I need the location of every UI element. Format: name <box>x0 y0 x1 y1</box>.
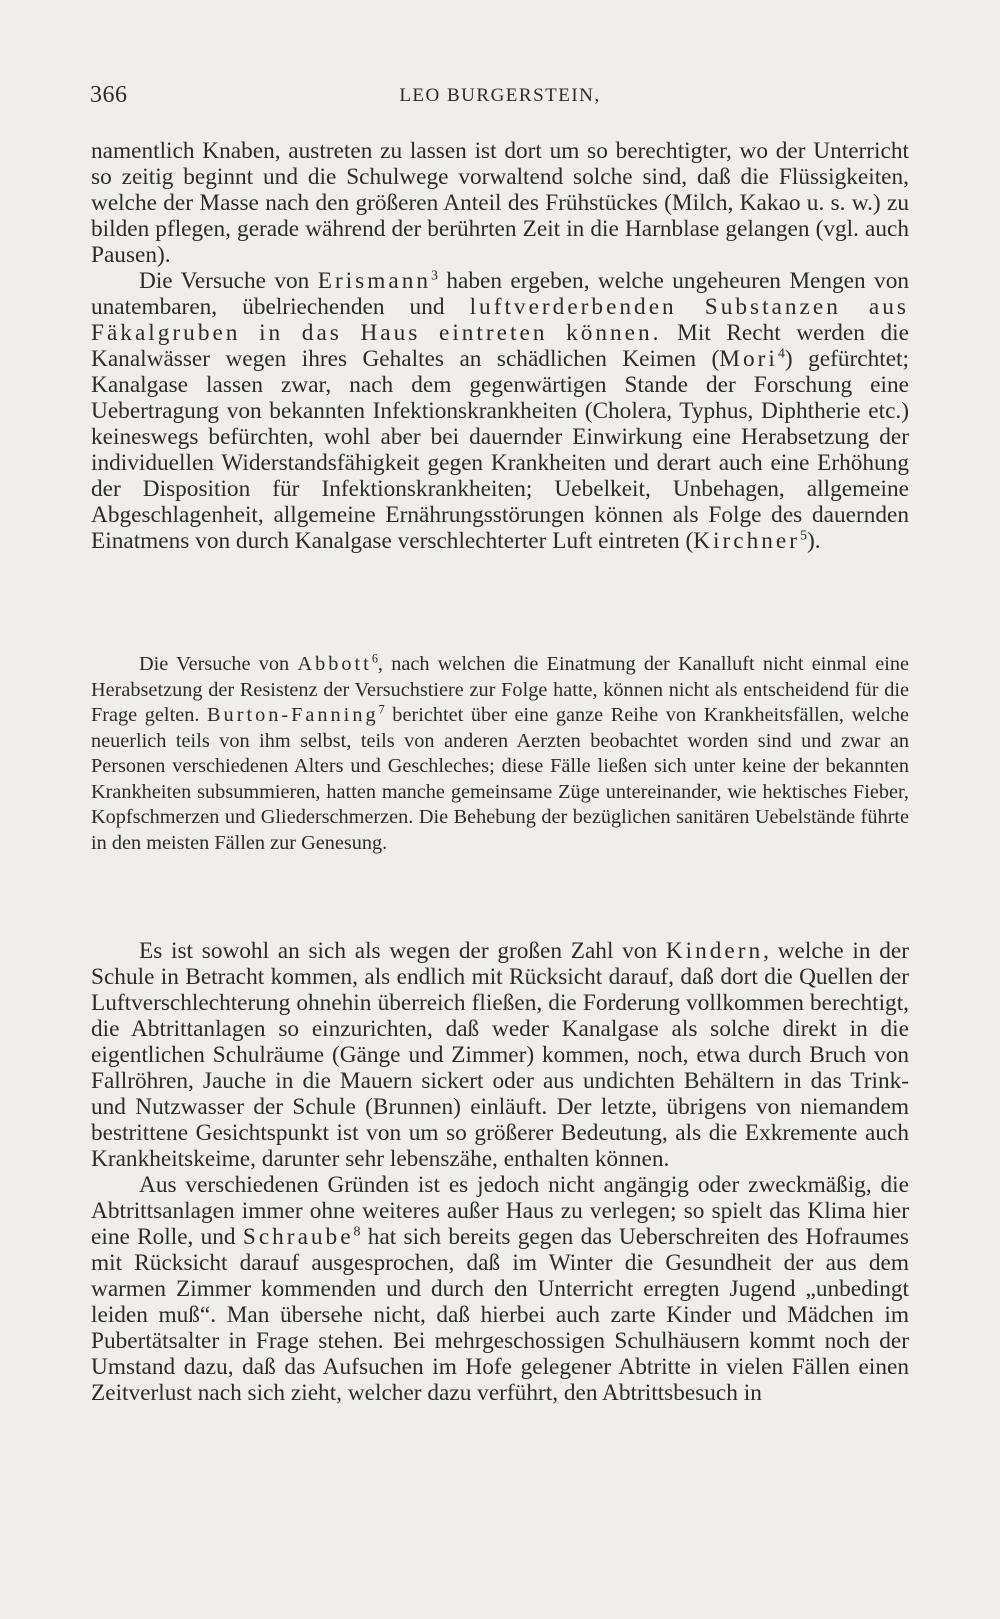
text-run: , welche in der Schule in Betracht kommen, als endlich mit Rücksicht darauf, daß dort die Quellen der Luftverschlechterung ohnehin überreich fließen, die Forderung vollkommen berechtigt, die Abtrittanlagen so einzurichten, daß weder Kanalgase als solche direkt in die eigentlichen Schulräume (Gänge und Zimmer) kommen, noch, etwa durch Bruch von Fallröhren, Jauche in die Mauern sickert oder aus undichten Behältern in das Trink- und Nutzwasser der Schule (Brunnen) einläuft. Der letzte, übrigens von niemandem bestrittene Gesichtspunkt ist von um so größerer Bedeutung, als die Exkremente auch Krankheitskeime, darunter sehr lebenszähe, enthalten können. <box>91 938 909 1172</box>
author-name-schraube: Schraube <box>242 1224 354 1250</box>
footnote-ref: 5 <box>800 528 808 544</box>
footnote-ref: 4 <box>777 346 785 362</box>
paragraph-kinder <box>91 938 909 1172</box>
paragraph-continuation <box>91 138 909 268</box>
author-name-mori: Mori <box>719 346 778 372</box>
page-number: 366 <box>90 82 128 108</box>
text-run: ) gefürchtet; Kanalgase lassen zwar, nach dem gegenwärtigen Stande der Forschung eine Uebertragung von bekannten Infektionskrankheiten (Cholera, Typhus, Diphtherie etc.) keineswegs befürchten, wohl aber bei dauernder Einwirkung eine Herabsetzung der individuellen Widerstandsfähigkeit gegen Krankheiten und derart auch eine Erhöhung der Disposition für Infektionskrankheiten; Uebelkeit, Unbehagen, allgemeine Abgeschlagenheit, allgemeine Ernährungsstörungen können als Folge des dauernden Einatmens von durch Kanalgase verschlechterter Luft eintreten ( <box>91 346 910 554</box>
footnote-ref: 3 <box>431 268 438 284</box>
paragraph-abbott <box>91 652 909 856</box>
text-run: haben ergeben, welche ungeheuren Mengen von unatembaren, übelriechenden und <box>91 268 909 320</box>
footnote-ref: 8 <box>353 1224 361 1240</box>
emphasis-text: Kindern <box>665 938 764 964</box>
author-name-burton-fanning: Burton-Fanning <box>207 704 379 726</box>
text-run: Es ist sowohl an sich als wegen der großen Zahl von <box>139 938 666 964</box>
main-text-upper <box>91 138 909 554</box>
paragraph-text: namentlich Knaben, austreten zu lassen ist dort um so berechtigter, wo der Unterricht so zeitig beginnt und die Schulwege vorwaltend solche sind, daß die Flüssigkeiten, welche der Masse nach den größeren Anteil des Frühstückes (Milch, Kakao u. s. w.) zu bilden pflegen, gerade während der berührten Zeit in die Harnblase gelangen (vgl. auch Pausen). <box>91 138 909 268</box>
running-head: LEO BURGERSTEIN, <box>399 85 601 106</box>
author-name-abbott: Abbott <box>297 653 372 675</box>
main-text-lower <box>91 938 909 1406</box>
author-name-erismann: Erismann <box>317 268 432 294</box>
paragraph-erismann <box>91 268 909 554</box>
text-run: Die Versuche von <box>139 653 298 675</box>
text-run: Aus verschiedenen Gründen ist es jedoch nicht angängig oder zweckmäßig, die Abtrittsanlagen immer ohne weiteres außer Haus zu verlegen; so spielt das Klima hier eine Rolle, und <box>91 1172 909 1250</box>
text-run: Die Versuche von <box>139 268 318 294</box>
footnote-ref: 6 <box>371 651 378 666</box>
text-run: Mit Recht werden die Kanalwässer wegen ihres Gehaltes an schädlichen Keimen ( <box>91 320 909 372</box>
paragraph-schraube <box>91 1172 909 1406</box>
footnote-ref: 7 <box>378 702 385 717</box>
text-run: , nach welchen die Einatmung der Kanalluft nicht einmal eine Herabsetzung der Resistenz der Versuchstiere zur Folge hatte, können nicht als entscheidend für die Frage gelten. <box>91 653 909 726</box>
text-run: berichtet über eine ganze Reihe von Krankheitsfällen, welche neuerlich teils von ihm selbst, teils von anderen Aerzten beobachtet worden sind und zwar an Personen verschiedenen Alters und Geschleches; diese Fälle ließen sich unter keine der bekannten Krankheiten subsummieren, hatten manche gemeinsame Züge untereinander, wie hektisches Fieber, Kopfschmerzen und Gliederschmerzen. Die Behebung der bezüglichen sanitären Uebelstände führte in den meisten Fällen zur Genesung. <box>91 704 909 854</box>
page-header <box>90 82 910 112</box>
small-print-note <box>91 652 909 856</box>
text-run: ). <box>807 528 821 554</box>
emphasis-text: luftverderbenden Substanzen aus Fäkalgruben in das Haus eintreten können. <box>91 294 909 346</box>
author-name-kirchner: Kirchner <box>693 528 801 554</box>
text-run: hat sich bereits gegen das Ueberschreiten des Hofraumes mit Rücksicht darauf ausgesprochen, daß im Winter die Gesundheit der aus dem warmen Zimmer kommenden und durch den Unterricht erregten Jugend „unbedingt leiden muß“. Man übersehe nicht, daß hierbei auch zarte Kinder und Mädchen im Pubertätsalter in Frage stehen. Bei mehrgeschossigen Schulhäusern kommt noch der Umstand dazu, daß das Aufsuchen im Hofe gelegener Abtritte in vielen Fällen einen Zeitverlust nach sich zieht, welcher dazu verführt, den Abtrittsbesuch in <box>91 1224 909 1406</box>
